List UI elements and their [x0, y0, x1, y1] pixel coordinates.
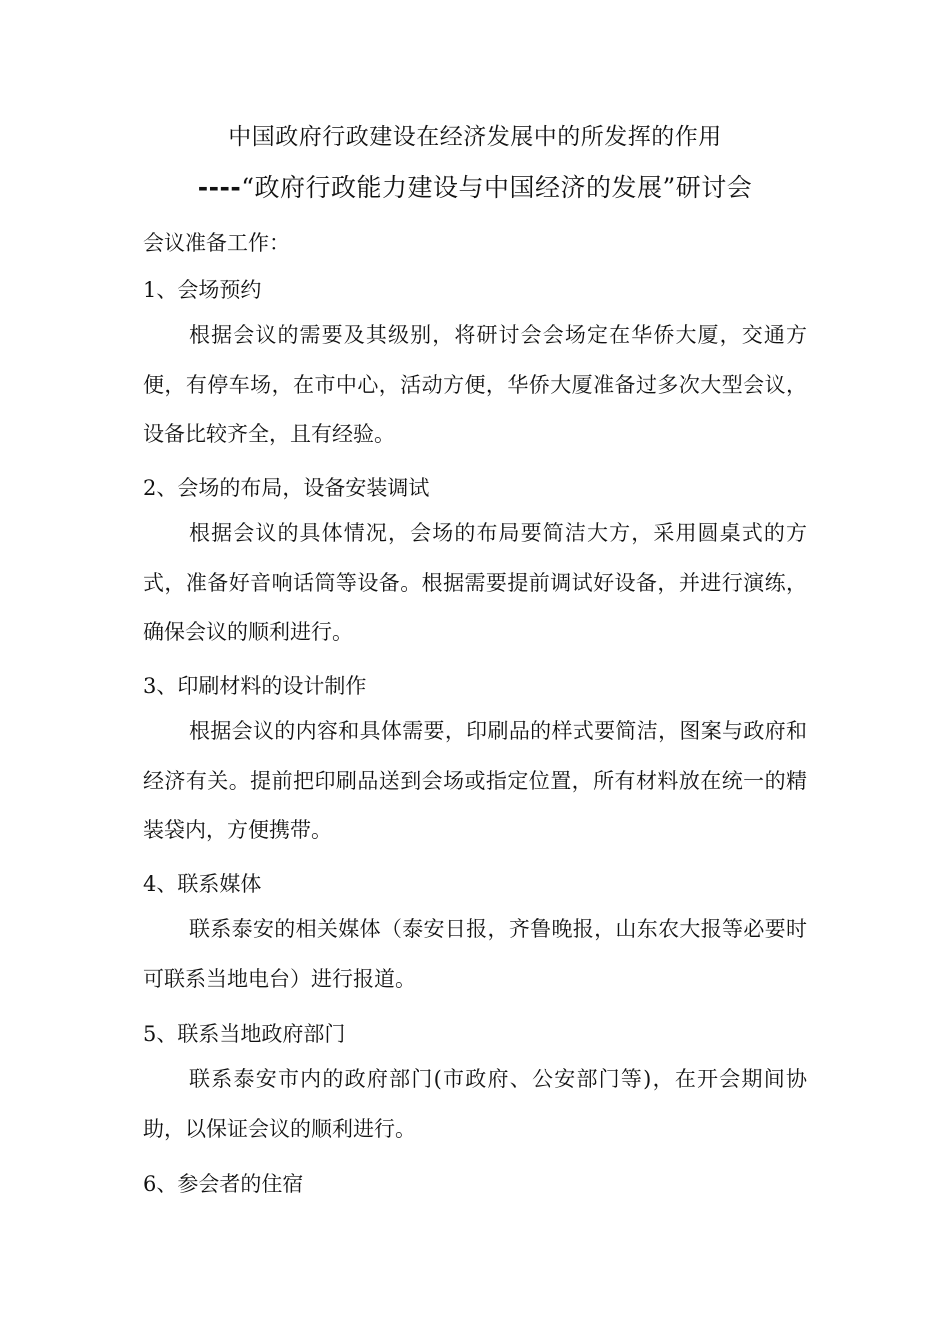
section-6-heading: 6、参会者的住宿	[143, 1172, 304, 1196]
subtitle-text: “政府行政能力建设与中国经济的发展”研讨会	[241, 173, 753, 202]
section-1-heading: 1、会场预约	[143, 278, 262, 302]
subtitle-dashes: ----	[197, 173, 242, 202]
prep-heading: 会议准备工作：	[143, 231, 290, 255]
section-5-body: 联系泰安市内的政府部门(市政府、公安部门等)，在开会期间协助，以保证会议的顺利进行。	[143, 1067, 807, 1141]
document-title: 中国政府行政建设在经济发展中的所发挥的作用	[228, 124, 722, 150]
section-4-body: 联系泰安的相关媒体（泰安日报，齐鲁晚报，山东农大报等必要时可联系当地电台）进行报道。	[143, 917, 807, 991]
section-2-heading: 2、会场的布局，设备安装调试	[143, 476, 430, 500]
section-3-heading: 3、印刷材料的设计制作	[143, 674, 367, 698]
section-4-heading: 4、联系媒体	[143, 872, 262, 896]
document-subtitle	[0, 168, 950, 204]
section-2-body: 根据会议的具体情况，会场的布局要简洁大方，采用圆桌式的方式，准备好音响话筒等设备。根据需要提前调试好设备，并进行演练，确保会议的顺利进行。	[143, 521, 807, 644]
section-3-body: 根据会议的内容和具体需要，印刷品的样式要简洁，图案与政府和经济有关。提前把印刷品送到会场或指定位置，所有材料放在统一的精装袋内，方便携带。	[143, 719, 807, 842]
section-1-body: 根据会议的需要及其级别，将研讨会会场定在华侨大厦，交通方便，有停车场，在市中心，活动方便，华侨大厦准备过多次大型会议，设备比较齐全，且有经验。	[143, 323, 807, 446]
section-5-heading: 5、联系当地政府部门	[143, 1022, 346, 1046]
